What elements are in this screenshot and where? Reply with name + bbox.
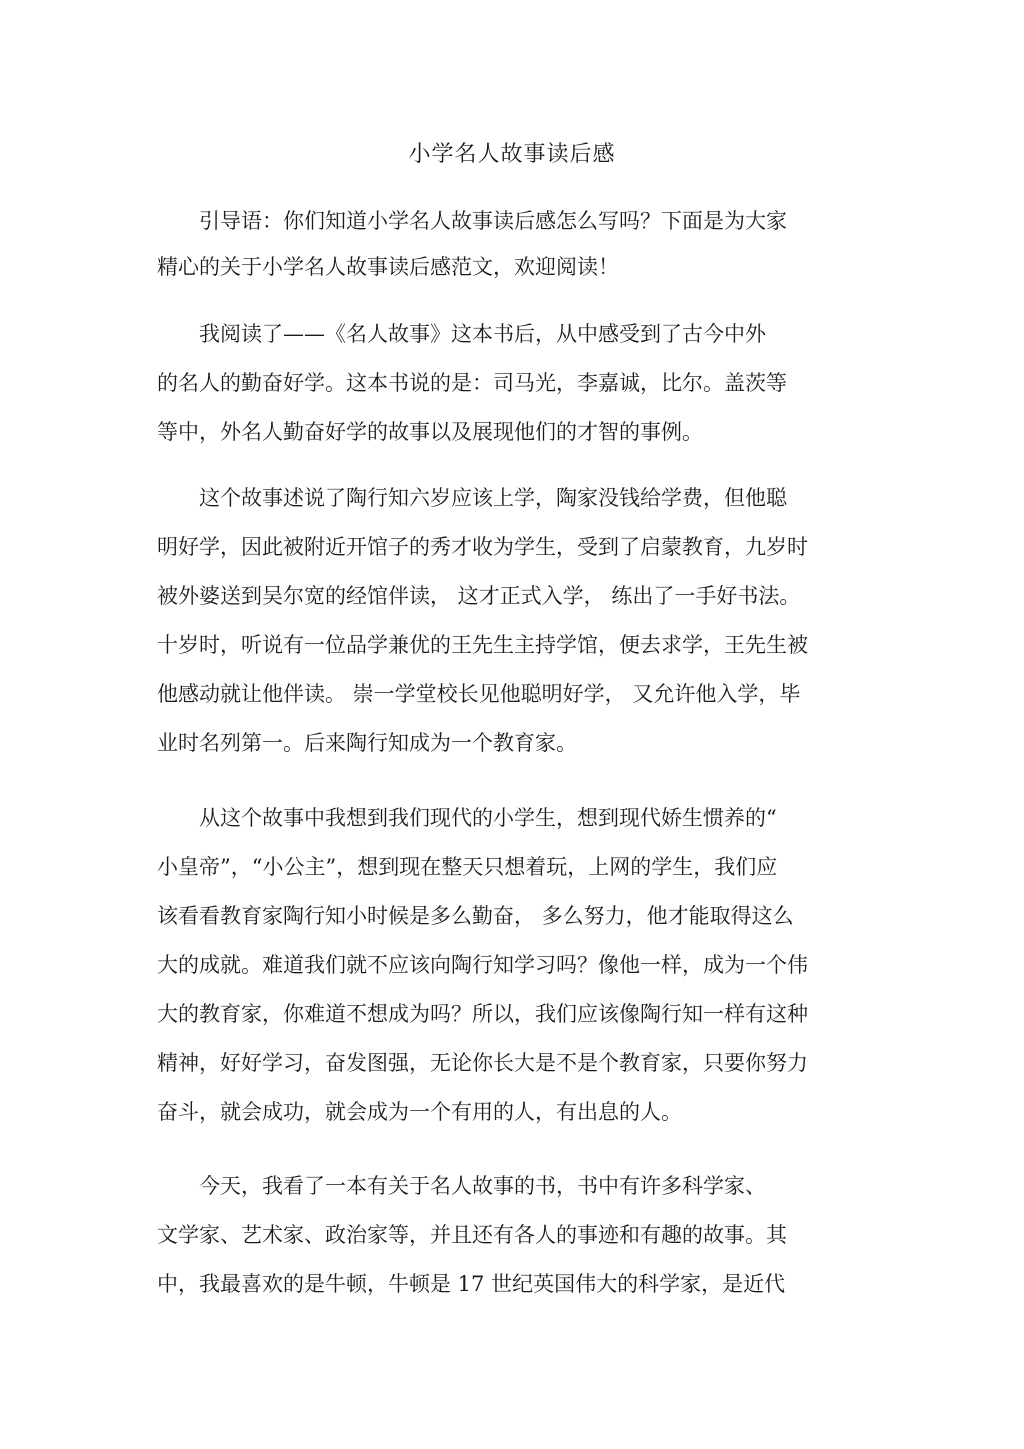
text-line: 小皇帝”，“小公主”，想到现在整天只想着玩，上网的学生，我们应 xyxy=(157,855,778,879)
text-line: 文学家、艺术家、政治家等，并且还有各人的事迹和有趣的故事。其 xyxy=(157,1223,787,1247)
text-line: 大的教育家，你难道不想成为吗？所以，我们应该像陶行知一样有这种 xyxy=(157,1002,808,1026)
text-line: 从这个故事中我想到我们现代的小学生，想到现代娇生惯养的“ xyxy=(157,806,777,830)
text-line: 今天，我看了一本有关于名人故事的书，书中有许多科学家、 xyxy=(157,1174,766,1198)
text-line: 等中，外名人勤奋好学的故事以及展现他们的才智的事例。 xyxy=(157,420,703,444)
document-title: 小学名人故事读后感 xyxy=(408,142,616,167)
text-line: 业时名列第一。后来陶行知成为一个教育家。 xyxy=(157,731,577,755)
paragraph-2 xyxy=(157,310,857,457)
paragraph-5 xyxy=(157,1162,857,1309)
text-line: 中，我最喜欢的是牛顿，牛顿是 17 世纪英国伟大的科学家，是近代 xyxy=(157,1272,786,1296)
text-line: 大的成就。难道我们就不应该向陶行知学习吗？像他一样，成为一个伟 xyxy=(157,953,808,977)
text-line: 精心的关于小学名人故事读后感范文，欢迎阅读！ xyxy=(157,255,619,279)
text-line: 奋斗，就会成功，就会成为一个有用的人，有出息的人。 xyxy=(157,1100,682,1124)
text-line: 精神，好好学习，奋发图强，无论你长大是不是个教育家，只要你努力 xyxy=(157,1051,808,1075)
text-line: 他感动就让他伴读。 崇一学堂校长见他聪明好学， 又允许他入学，毕 xyxy=(157,682,801,706)
text-line: 十岁时，听说有一位品学兼优的王先生主持学馆，便去求学，王先生被 xyxy=(157,633,808,657)
paragraph-4 xyxy=(157,794,857,1137)
text-line: 这个故事述说了陶行知六岁应该上学，陶家没钱给学费，但他聪 xyxy=(157,486,787,510)
text-line: 该看看教育家陶行知小时候是多么勤奋， 多么努力，他才能取得这么 xyxy=(157,904,794,928)
text-line: 引导语：你们知道小学名人故事读后感怎么写吗？下面是为大家 xyxy=(157,209,787,233)
paragraph-intro xyxy=(157,198,857,290)
text-line: 的名人的勤奋好学。这本书说的是：司马光，李嘉诚，比尔。盖茨等 xyxy=(157,371,787,395)
text-line: 被外婆送到吴尔宽的经馆伴读， 这才正式入学， 练出了一手好书法。 xyxy=(157,584,801,608)
text-line: 明好学，因此被附近开馆子的秀才收为学生，受到了启蒙教育，九岁时 xyxy=(157,535,808,559)
paragraph-3 xyxy=(157,474,857,768)
text-line: 我阅读了——《名人故事》这本书后，从中感受到了古今中外 xyxy=(157,322,766,346)
